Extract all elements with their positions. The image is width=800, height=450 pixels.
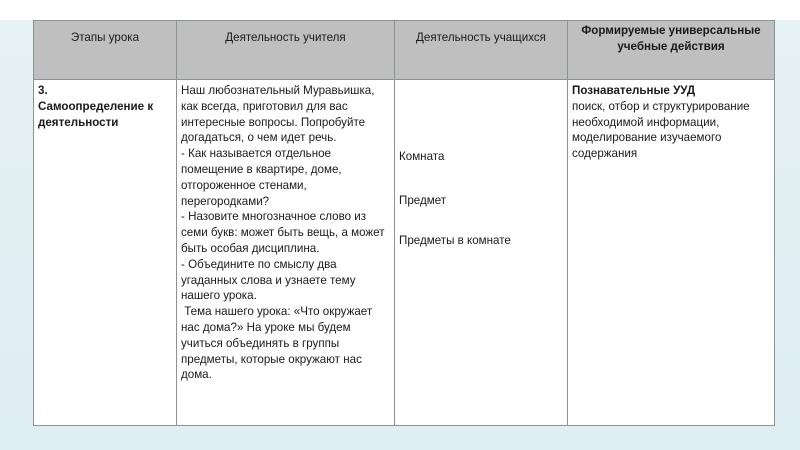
header-student-activity: Деятельность учащихся bbox=[395, 21, 568, 80]
uud-title: Познавательные УУД bbox=[572, 84, 696, 97]
stage-cell bbox=[34, 80, 177, 426]
table-row bbox=[34, 80, 775, 426]
student-answer-1: Комната bbox=[399, 150, 445, 163]
lesson-plan-table bbox=[33, 20, 775, 426]
teacher-instruction: - Объедините по смыслу два угаданных слова и узнаете тему нашего урока. bbox=[181, 257, 356, 303]
stage-number: 3. bbox=[38, 84, 48, 97]
student-cell bbox=[395, 80, 568, 426]
teacher-question-2: - Назовите многозначное слово из семи букв: может быть вещь, а может быть особая дисциплина. bbox=[181, 210, 385, 255]
stage-name: Самоопределение к деятельности bbox=[38, 99, 154, 129]
teacher-intro: Наш любознательный Муравьишка, как всегда, приготовил для вас интересные вопросы. Попробуйте догадаться, о чем идет речь. bbox=[181, 84, 375, 145]
teacher-question-1: - Как называется отдельное помещение в квартире, доме, отгороженное стенами, перегородками? bbox=[181, 147, 342, 208]
uud-cell bbox=[568, 80, 775, 426]
header-uud: Формируемые универсальные учебные действия bbox=[568, 21, 775, 80]
header-row bbox=[34, 21, 775, 80]
student-answer-3: Предметы в комнате bbox=[399, 233, 511, 247]
uud-description: поиск, отбор и структурирование необходимой информации, моделирование изучаемого содержания bbox=[572, 99, 750, 161]
teacher-lesson-topic: Тема нашего урока: «Что окружает нас дома?» На уроке мы будем учиться объединять в группы предметы, которые окружают нас дома. bbox=[181, 305, 376, 382]
top-band bbox=[0, 0, 800, 20]
header-stages: Этапы урока bbox=[34, 21, 177, 80]
student-answer-2: Предмет bbox=[399, 193, 447, 207]
teacher-cell bbox=[177, 80, 395, 426]
header-teacher-activity: Деятельность учителя bbox=[177, 21, 395, 80]
